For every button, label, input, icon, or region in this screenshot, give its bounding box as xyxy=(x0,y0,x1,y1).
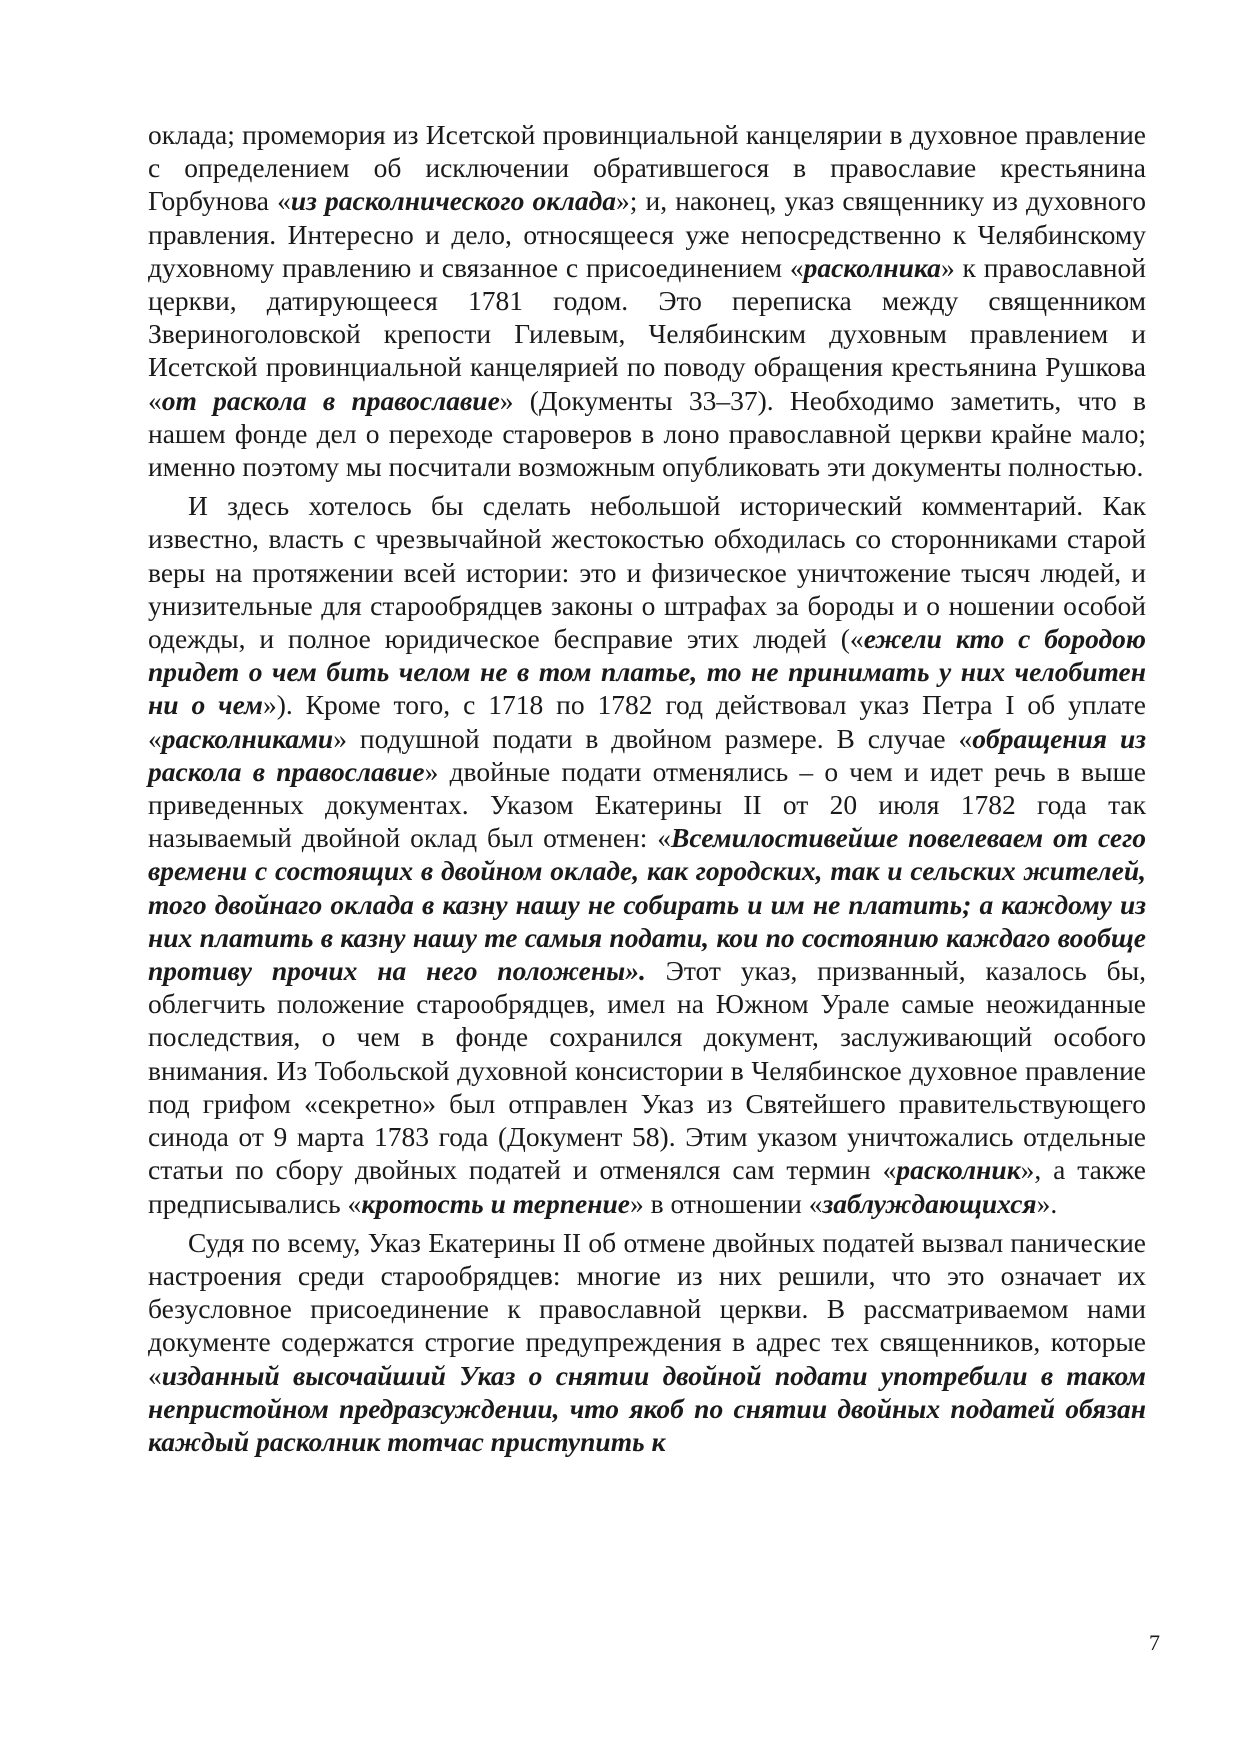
text-run: Судя по всему, Указ Екатерины II об отмене двойных податей вызвал панические настроения среди старообрядцев: многие из них решили, что это означает их безусловное присоединение к православной церкви. В рассматриваемом нами документе содержатся строгие предупреждения в адрес тех священников, которые « xyxy=(148,1226,1146,1391)
text-run: Этот указ, призванный, казалось бы, облегчить положение старообрядцев, имел на Южном Урале самые неожиданные последствия, о чем в фонде сохранился документ, заслуживающий особого внимания. Из Тобольской духовной консистории в Челябинское духовное правление под грифом «секретно» был отправлен Указ из Святейшего правительствующего синода от 9 марта 1783 года (Документ 58). Этим указом уничтожались отдельные статьи по сбору двойных податей и отменялся сам термин « xyxy=(148,955,1146,1186)
document-page xyxy=(148,118,1146,1458)
emphasized-quote: из расколнического оклада xyxy=(290,185,616,217)
text-run: »). Кроме того, с 1718 по 1782 год действовал указ Петра I об уплате « xyxy=(148,689,1146,754)
emphasized-quote: изданный высочайший Указ о снятии двойной подати употребили в таком непристойном предразсуждении, что якоб по снятии двойных податей обязан каждый расколник тотчас приступить к xyxy=(148,1359,1146,1457)
emphasized-quote: расколниками xyxy=(161,722,334,754)
paragraph xyxy=(148,118,1146,483)
emphasized-quote: кротость и терпение xyxy=(361,1187,630,1219)
text-run: » подушной подати в двойном размере. В случае « xyxy=(333,722,973,754)
text-run: » (Документы 33–37). Необходимо заметить, что в нашем фонде дел о переходе староверов в лоно православной церкви крайне мало; именно поэтому мы посчитали возможным опубликовать эти документы полностью. xyxy=(148,384,1146,483)
text-run: » в отношении « xyxy=(630,1187,823,1219)
text-run: », а также предписывались « xyxy=(148,1154,1146,1219)
text-run: »; и, наконец, указ священнику из духовного правления. Интересно и дело, относящееся уже непосредственно к Челябинскому духовному правлению и связанное с присоединением « xyxy=(148,185,1146,283)
text-run: оклада; промемория из Исетской провинциальной канцелярии в духовное правление с определением об исключении обратившегося в православие крестьянина Горбунова « xyxy=(148,119,1146,217)
emphasized-quote: расколник xyxy=(896,1154,1021,1186)
paragraph xyxy=(148,489,1146,1219)
text-run: ». xyxy=(1036,1187,1058,1219)
paragraph xyxy=(148,1226,1146,1458)
emphasized-quote: расколника xyxy=(803,251,941,283)
emphasized-quote: ежели кто с бородою придет о чем бить челом не в том платье, то не принимать у них челобитен ни о чем xyxy=(148,623,1146,721)
emphasized-quote: от раскола в православие xyxy=(161,384,500,416)
page-number: 7 xyxy=(1149,1630,1160,1655)
emphasized-quote: Всемилостивейше повелеваем от сего времени с состоящих в двойном окладе, как городских, так и сельских жителей, того двойнаго оклада в казну нашу не собирать и им не платить; а каждому из них платить в казну нашу те самыя подати, кои по состоянию каждаго вообще противу прочих на него положены». xyxy=(148,822,1146,987)
text-run: И здесь хотелось бы сделать небольшой исторический комментарий. Как известно, власть с чрезвычайной жестокостью обходилась со сторонниками старой веры на протяжении всей истории: это и физическое уничтожение тысяч людей, и унизительные для старообрядцев законы о штрафах за бороды и о ношении особой одежды, и полное юридическое бесправие этих людей (« xyxy=(148,490,1146,655)
text-run: » к православной церкви, датирующееся 1781 годом. Это переписка между священником Звериноголовской крепости Гилевым, Челябинским духовным правлением и Исетской провинциальной канцелярией по поводу обращения крестьянина Рушкова « xyxy=(148,251,1146,416)
emphasized-quote: обращения из раскола в православие xyxy=(148,722,1146,787)
emphasized-quote: заблуждающихся xyxy=(822,1187,1037,1219)
text-run: » двойные подати отменялись – о чем и идет речь в выше приведенных документах. Указом Екатерины II от 20 июля 1782 года так называемый двойной оклад был отменен: « xyxy=(148,755,1146,854)
